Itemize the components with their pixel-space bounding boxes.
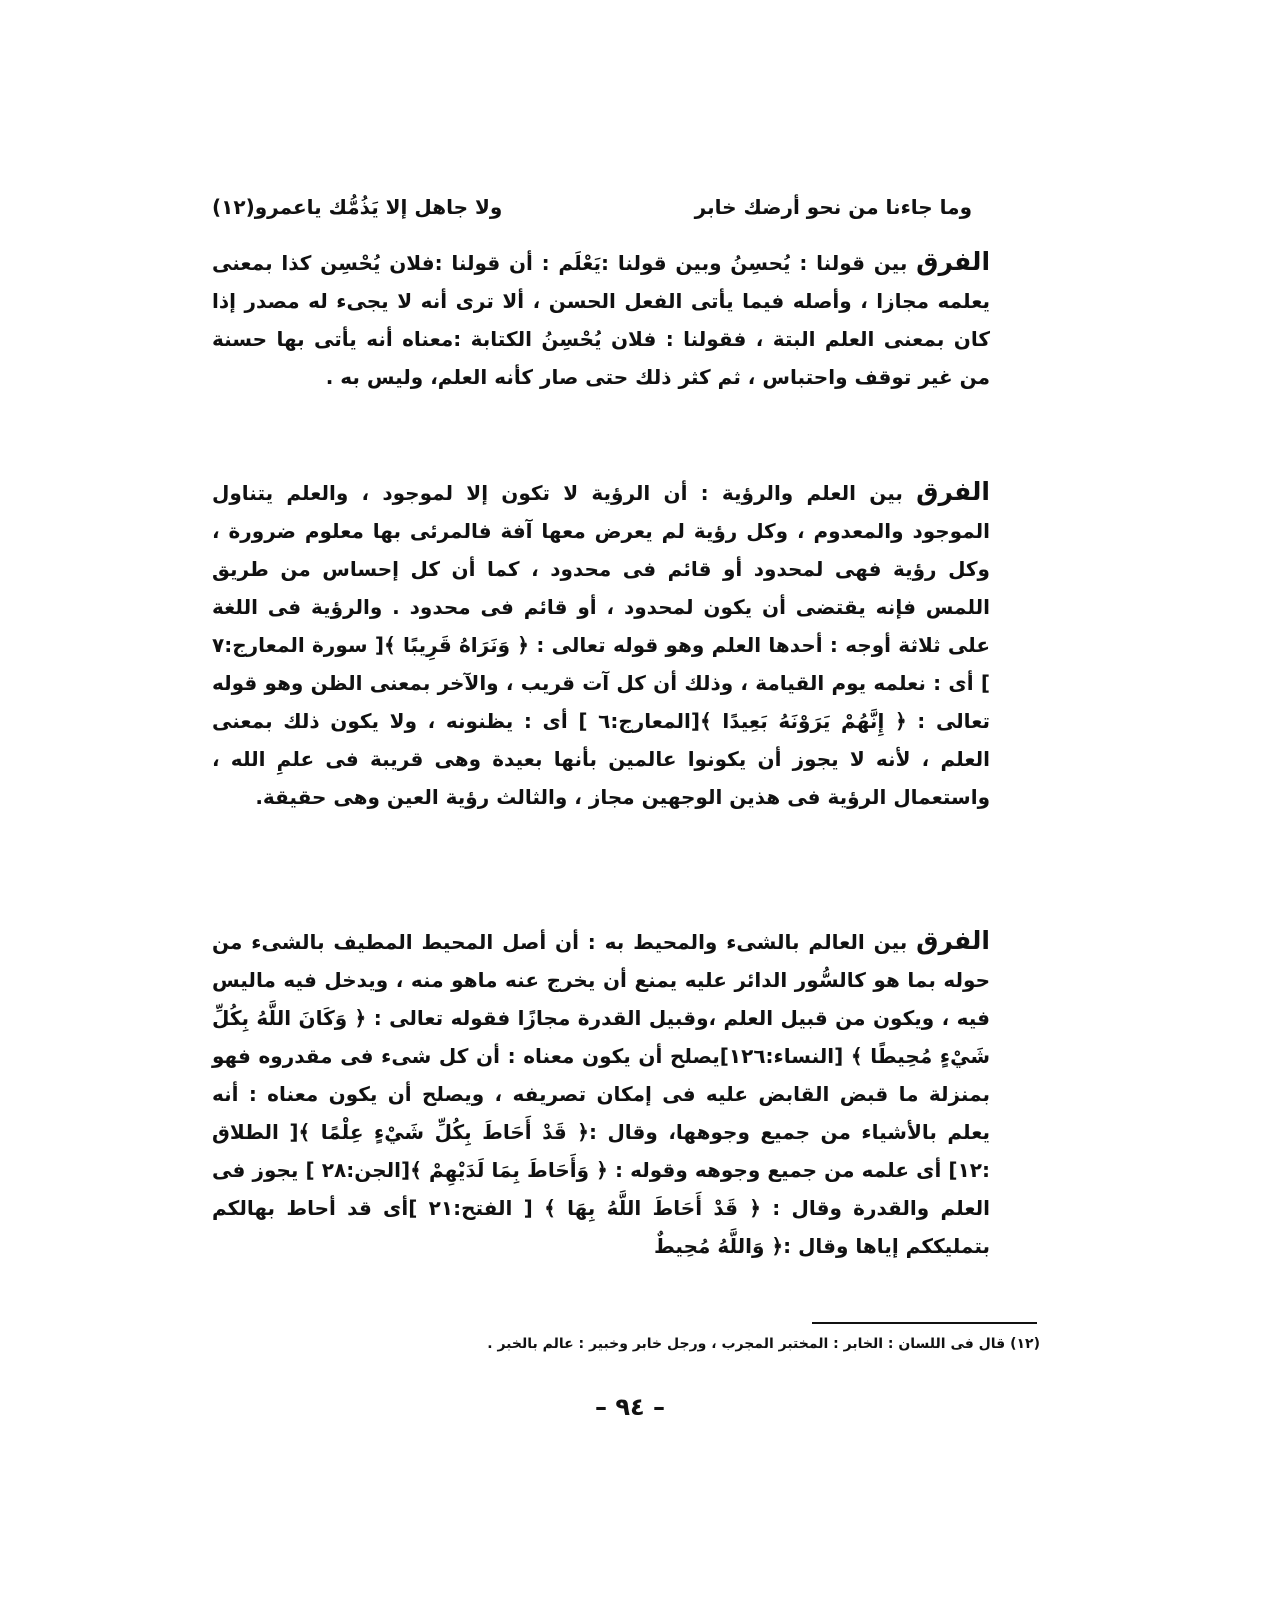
section-term: الفرق <box>916 926 990 955</box>
section-text: بين قولنا : يُحسِنُ وبين قولنا :يَعْلَم : أن قولنا :فلان يُحْسِن كذا بمعنى يعلمه مجازا ، وأصله فيما يأتى الفعل الحسن ، ألا ترى أنه لا يجىء له مصدر إذا كان بمعنى العلم البتة ، فقولنا : فلان يُحْسِنُ الكتابة :معناه أنه يأتى بها حسنة من غير توقف واحتباس ، ثم كثر ذلك حتى صار كأنه العلم، وليس به . <box>212 251 990 389</box>
section-ilm-vs-ruya <box>212 473 990 816</box>
footnote-divider <box>812 1322 1037 1324</box>
footnote: (١٢) قال فى اللسان : الخابر : المختبر المجرب ، ورجل خابر وخبير : عالم بالخبر . <box>487 1336 1040 1352</box>
section-text: بين العلم والرؤية : أن الرؤية لا تكون إلا لموجود ، والعلم يتناول الموجود والمعدوم ، وكل رؤية لم يعرض معها آفة فالمرئى بها معلوم ضرورة ، وكل رؤية فهى لمحدود أو قائم فى محدود ، كما أن كل إحساس من طريق اللمس فإنه يقتضى أن يكون لمحدود ، أو قائم فى محدود . والرؤية فى اللغة على ثلاثة أوجه : أحدها العلم وهو قوله تعالى : ﴿ وَنَرَاهُ قَرِيبًا ﴾[ سورة المعارج:٧ ] أى : نعلمه يوم القيامة ، وذلك أن كل آت قريب ، والآخر بمعنى الظن وهو قوله تعالى : ﴿ إِنَّهُمْ يَرَوْنَهُ بَعِيدًا ﴾[المعارج:٦ ] أى : يظنونه ، ولا يكون ذلك بمعنى العلم ، لأنه لا يجوز أن يكونوا عالمين بأنها بعيدة وهى قريبة فى علمِ الله ، واستعمال الرؤية فى هذين الوجهين مجاز ، والثالث رؤية العين وهى حقيقة. <box>212 481 990 809</box>
poetry-verse <box>212 188 972 226</box>
section-alim-vs-muhit <box>212 922 990 1265</box>
verse-first-hemistich: وما جاءنا من نحو أرضك خابر <box>694 195 972 219</box>
section-term: الفرق <box>916 247 991 276</box>
section-ihsan-vs-ilm <box>212 243 990 396</box>
verse-second-hemistich: ولا جاهل إلا يَذُمُّك ياعمرو(١٢) <box>212 195 503 219</box>
section-term: الفرق <box>916 477 990 506</box>
section-text: بين العالم بالشىء والمحيط به : أن أصل المحيط المطيف بالشىء من حوله بما هو كالسُّور الدائر عليه يمنع أن يخرج عنه ماهو منه ، ويدخل فيه ماليس فيه ، ويكون من قبيل العلم ،وقبيل القدرة مجازًا فقوله تعالى : ﴿ وَكَانَ اللَّهُ بِكُلِّ شَيْءٍ مُحِيطًا ﴾ [النساء:١٢٦]يصلح أن يكون معناه : أن كل شىء فى مقدروه فهو بمنزلة ما قبض القابض عليه فى إمكان تصريفه ، ويصلح أن يكون معناه : أنه يعلم بالأشياء من جميع وجوهها، وقال :﴿ قَدْ أَحَاطَ بِكُلِّ شَيْءٍ عِلْمًا ﴾[ الطلاق :١٢] أى علمه من جميع وجوهه وقوله : ﴿ وَأَحَاطَ بِمَا لَدَيْهِمْ ﴾[الجن:٢٨ ] يجوز فى العلم والقدرة وقال : ﴿ قَدْ أَحَاطَ اللَّهُ بِهَا ﴾ [ الفتح:٢١ ]أى قد أحاط بهالكم بتمليككم إياها وقال :﴿ وَاللَّهُ مُحِيطٌ <box>212 930 990 1258</box>
page-number: – ٩٤ – <box>594 1393 665 1421</box>
